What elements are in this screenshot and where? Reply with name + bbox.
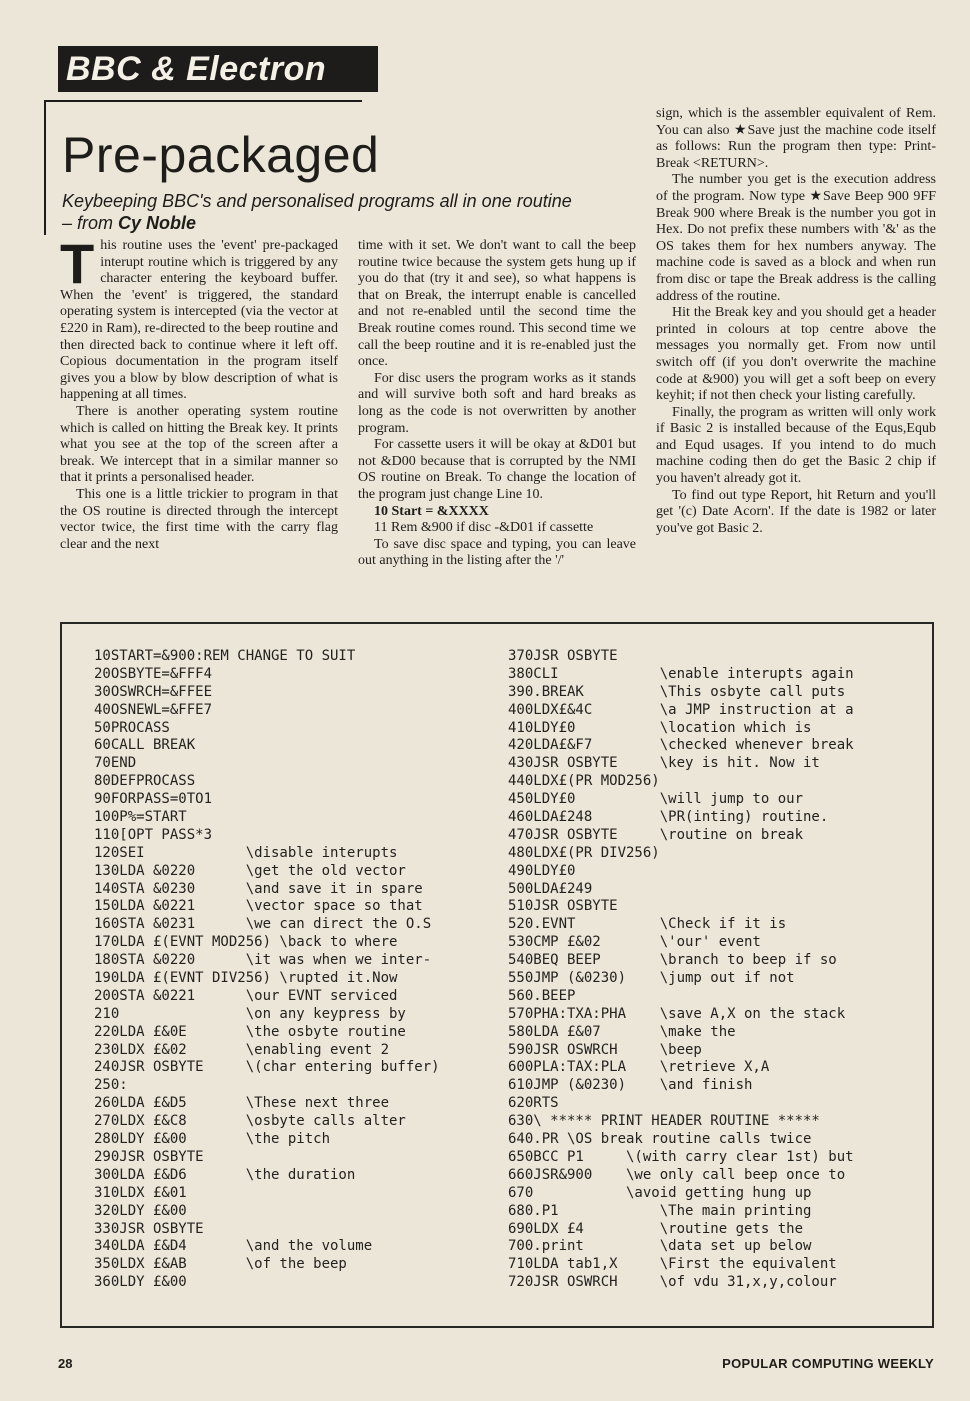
listing-line: 30OSWRCH=&FFEE [94,683,213,700]
listing-line: 570PHA:TXA:PHA \save A,X on the stack [508,1005,846,1022]
section-banner [58,46,378,92]
listing-line: 60CALL BREAK [94,737,196,754]
listing-line: 70END [94,755,137,772]
listing-line: 330JSR OSBYTE [94,1220,204,1237]
listing-line: 680.P1 \The main printing [508,1202,812,1219]
listing-line: 240JSR OSBYTE \(char entering buffer) [94,1059,440,1076]
listing-line: 340LDA £&D4 \and the volume [94,1238,373,1255]
paragraph: For cassette users it will be okay at &D01 but not &D00 because that is corrupted by the NMI OS routine on Break. To change the location of the program just change Line 10. [358,437,636,502]
listing-line: 370JSR OSBYTE [508,648,618,664]
listing-line: 540BEQ BEEP \branch to beep if so [508,952,837,969]
article-title: Pre-packaged [62,127,380,183]
frame-rule-left [44,100,46,235]
paragraph: The number you get is the execution address of the program. Now type ★Save Beep 900 9FF Break 900 where Break is the number you got in Hex. Do not prefix these numbers with '&' as the OS takes them for hex numbers anyway. The machine code is saved as a block and when run from disc or tape the Break address is the calling address of the routine. [656,172,936,304]
paragraph: For disc users the program works as it stands and will survive both soft and hard breaks as long as the code is not overwritten by another program. [358,370,636,436]
listing-line: 460LDA£248 \PR(inting) routine. [508,809,829,826]
page-number: 28 [58,1356,73,1371]
article-column-3 [656,106,936,537]
article-subtitle [62,190,582,234]
paragraph: sign, which is the assembler equivalent of Rem. You can also ★Save just the machine code itself as follows: Run the program then type: Print-Break <RETURN>. [656,106,936,171]
paragraph: To find out type Report, hit Return and you'll get '(c) Date Acorn'. If the date is 1982 or later you've got Basic 2. [656,487,936,536]
listing-line: 580LDA £&07 \make the [508,1023,736,1040]
listing-line: 640.PR \OS break routine calls twice [508,1131,812,1148]
article-column-2 [358,238,636,570]
listing-line: 430JSR OSBYTE \key is hit. Now it [508,755,820,772]
listing-line: 350LDX £&AB \of the beep [94,1256,347,1273]
listing-line: 140STA &0230 \and save it in spare [94,880,423,897]
listing-line: 170LDA £(EVNT MOD256) \back to where [94,934,398,951]
article-column-1 [60,232,338,553]
listing-line: 550JMP (&0230) \jump out if not [508,970,795,987]
listing-line: 80DEFPROCASS [94,773,196,790]
section-title: BBC & Electron [66,50,327,88]
listing-line: 110[OPT PASS*3 [94,826,213,843]
listing-line: 360LDY £&00 [94,1274,187,1291]
listing-line: 490LDY£0 [508,862,576,879]
listing-line: 290JSR OSBYTE [94,1148,204,1165]
listing-line: 20OSBYTE=&FFF4 [94,665,213,682]
code-line-10: 10 Start = &XXXX [374,503,489,519]
listing-line: 450LDY£0 \will jump to our [508,791,804,808]
listing-line: 400LDX£&4C \a JMP instruction at a [508,701,854,718]
listing-line: 250: [94,1077,128,1094]
listing-line: 410LDY£0 \location which is [508,719,812,736]
code-line-11: 11 Rem &900 if disc -&D01 if cassette [374,520,594,536]
listing-line: 10START=&900:REM CHANGE TO SUIT [94,648,356,664]
listing-line: 230LDX £&02 \enabling event 2 [94,1041,390,1058]
listing-line: 480LDX£(PR DIV256) [508,844,660,861]
paragraph: Hit the Break key and you should get a header printed in colours at top centre above the messages you normally get. From now until switch off (if you don't overwrite the machine code at &900) you will get a soft beep on every keyhit; if not then check your listing carefully. [656,305,936,404]
listing-line: 720JSR OSWRCH \of vdu 31,x,y,colour [508,1274,837,1291]
listing-line: 390.BREAK \This osbyte call puts [508,683,846,700]
listing-line: 380CLI \enable interupts again [508,665,854,682]
subtitle-text: Keybeeping BBC's and personalised programs all in one routine – from [62,191,572,233]
listing-line: 500LDA£249 [508,880,593,897]
frame-rule-top [44,100,362,102]
listing-line: 650BCC P1 \(with carry clear 1st) but [508,1148,854,1165]
listing-line: 200STA &0221 \our EVNT serviced [94,987,398,1004]
listing-line: 300LDA £&D6 \the duration [94,1166,356,1183]
listing-line: 700.print \data set up below [508,1238,812,1255]
listing-line: 660JSR&900 \we only call beep once to [508,1166,846,1183]
author-name: Cy Noble [118,213,197,233]
listing-line: 590JSR OSWRCH \beep [508,1041,702,1058]
listing-line: 100P%=START [94,809,187,826]
listing-line: 600PLA:TAX:PLA \retrieve X,A [508,1059,770,1076]
listing-line: 50PROCASS [94,719,170,736]
listing-line: 180STA &0220 \it was when we inter- [94,952,432,969]
listing-line: 320LDY £&00 [94,1202,187,1219]
paragraph: time with it set. We don't want to call the beep routine twice because the system gets hung up if you do that (try it and see), so what happens is that on Break, the interrupt enable is cancelled and not re-enabled until the second time the Break routine comes round. This second time we call the beep routine and it is re-enabled just the once. [358,238,636,370]
paragraph: This routine uses the 'event' pre-packaged interupt routine which is triggered by any character entering the keyboard buffer. When the 'event' is triggered, the standard operating system is intercepted (via the vector at £220 in Ram), re-directed to the beep routine and then directed back to continue where it left off. Copious documentation in the program itself gives you a blow by blow description of what is happening at all times. [60,232,338,403]
listing-line: 530CMP £&02 \'our' event [508,934,761,951]
paragraph: This one is a little trickier to program in that the OS routine is directed through the intercept vector twice, the first time with the carry flag clear and the next [60,486,338,552]
listing-line: 150LDA &0221 \vector space so that [94,898,423,915]
listing-line: 40OSNEWL=&FFE7 [94,701,213,718]
listing-line: 190LDA £(EVNT DIV256) \rupted it.Now [94,970,398,987]
magazine-name: POPULAR COMPUTING WEEKLY [722,1356,934,1371]
listing-line: 620RTS [508,1095,559,1112]
listing-line: 130LDA &0220 \get the old vector [94,862,406,879]
listing-line: 120SEI \disable interupts [94,844,398,861]
listing-line: 470JSR OSBYTE \routine on break [508,826,804,843]
listing-line: 520.EVNT \Check if it is [508,916,787,933]
listing-line: 560.BEEP [508,987,576,1004]
drop-cap: T [60,232,95,295]
listing-line: 440LDX£(PR MOD256) [508,773,660,790]
listing-line: 210 \on any keypress by [94,1005,406,1022]
listing-line: 710LDA tab1,X \First the equivalent [508,1256,837,1273]
paragraph: There is another operating system routine which is called on hitting the Break key. It prints what you see at the top of the screen after a break. We intercept that in a similar manner so that it prints a personalised header. [60,403,338,486]
listing-line: 670 \avoid getting hung up [508,1184,812,1201]
listing-line: 310LDX £&01 [94,1184,187,1201]
listing-line: 220LDA £&0E \the osbyte routine [94,1023,406,1040]
listing-line: 90FORPASS=0TO1 [94,791,213,808]
paragraph: Finally, the program as written will only work if Basic 2 is installed because of the Equs,Equb and Equd usages. If you intend to do much machine coding then do get the Basic 2 chip if you haven't already got it. [656,404,936,487]
listing-line: 630\ ***** PRINT HEADER ROUTINE ***** [508,1113,820,1130]
listing-line: 280LDY £&00 \the pitch [94,1131,331,1148]
listing-left-column [94,648,440,1292]
listing-line: 690LDX £4 \routine gets the [508,1220,804,1237]
listing-line: 160STA &0231 \we can direct the O.S [94,916,432,933]
listing-line: 260LDA £&D5 \These next three [94,1095,390,1112]
listing-line: 510JSR OSBYTE [508,898,618,915]
listing-line: 420LDA£&F7 \checked whenever break [508,737,854,754]
listing-line: 270LDX £&C8 \osbyte calls alter [94,1113,406,1130]
paragraph: To save disc space and typing, you can leave out anything in the listing after the '/' [358,536,636,569]
listing-line: 610JMP (&0230) \and finish [508,1077,753,1094]
listing-right-column [508,648,854,1292]
